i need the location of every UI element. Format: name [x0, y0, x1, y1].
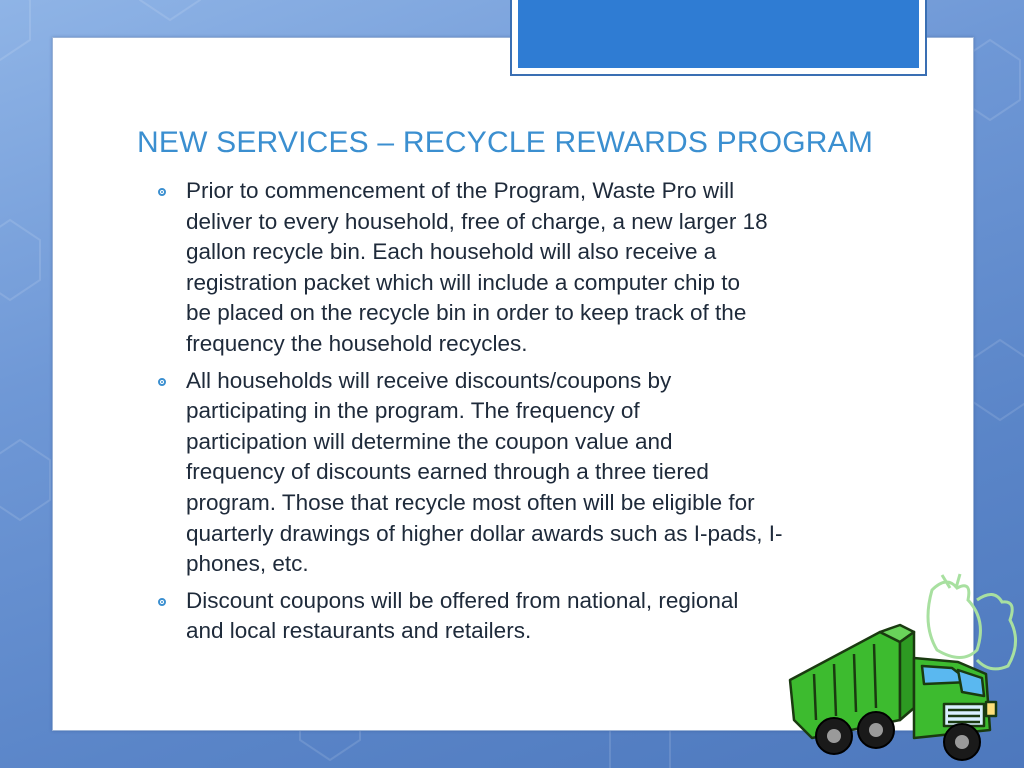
- bullet-line: program. Those that recycle most often will be eligible for: [186, 489, 755, 515]
- bullet-line: Prior to commencement of the Program, Waste Pro will: [186, 178, 735, 203]
- bullet-item-discounts: [158, 366, 928, 580]
- truck-body: [790, 625, 996, 738]
- bullet-item-bin: [158, 176, 928, 360]
- bullet-icon: [158, 598, 166, 606]
- bullet-icon: [158, 188, 166, 196]
- title-accent-block: [518, 0, 919, 68]
- bullet-line: participation will determine the coupon value and: [186, 428, 673, 454]
- bullet-line: frequency the household recycles.: [186, 330, 528, 356]
- bullet-line: and local restaurants and retailers.: [186, 618, 532, 644]
- bullet-line: Discount coupons will be offered from national, regional: [186, 587, 739, 613]
- garbage-truck-clipart: [772, 570, 1022, 768]
- bullet-line: deliver to every household, free of charge, a new larger 18: [186, 208, 768, 234]
- recycle-bag-icon: [928, 574, 1016, 669]
- bullet-icon: [158, 378, 166, 386]
- bullet-line: participating in the program. The frequency of: [186, 398, 640, 424]
- slide-title: NEW SERVICES – RECYCLE REWARDS PROGRAM: [137, 126, 874, 159]
- bullet-line: phones, etc.: [186, 551, 309, 577]
- bullet-line: be placed on the recycle bin in order to keep track of the: [186, 300, 747, 326]
- bullet-line: gallon recycle bin. Each household will also receive a: [186, 239, 717, 265]
- title-accent-frame: [510, 0, 927, 76]
- bullet-line: frequency of discounts earned through a three tiered: [186, 459, 709, 485]
- bullet-line: registration packet which will include a computer chip to: [186, 269, 741, 295]
- bullet-line: All households will receive discounts/coupons by: [186, 367, 672, 393]
- bullet-line: quarterly drawings of higher dollar awards such as I-pads, I-: [186, 520, 783, 546]
